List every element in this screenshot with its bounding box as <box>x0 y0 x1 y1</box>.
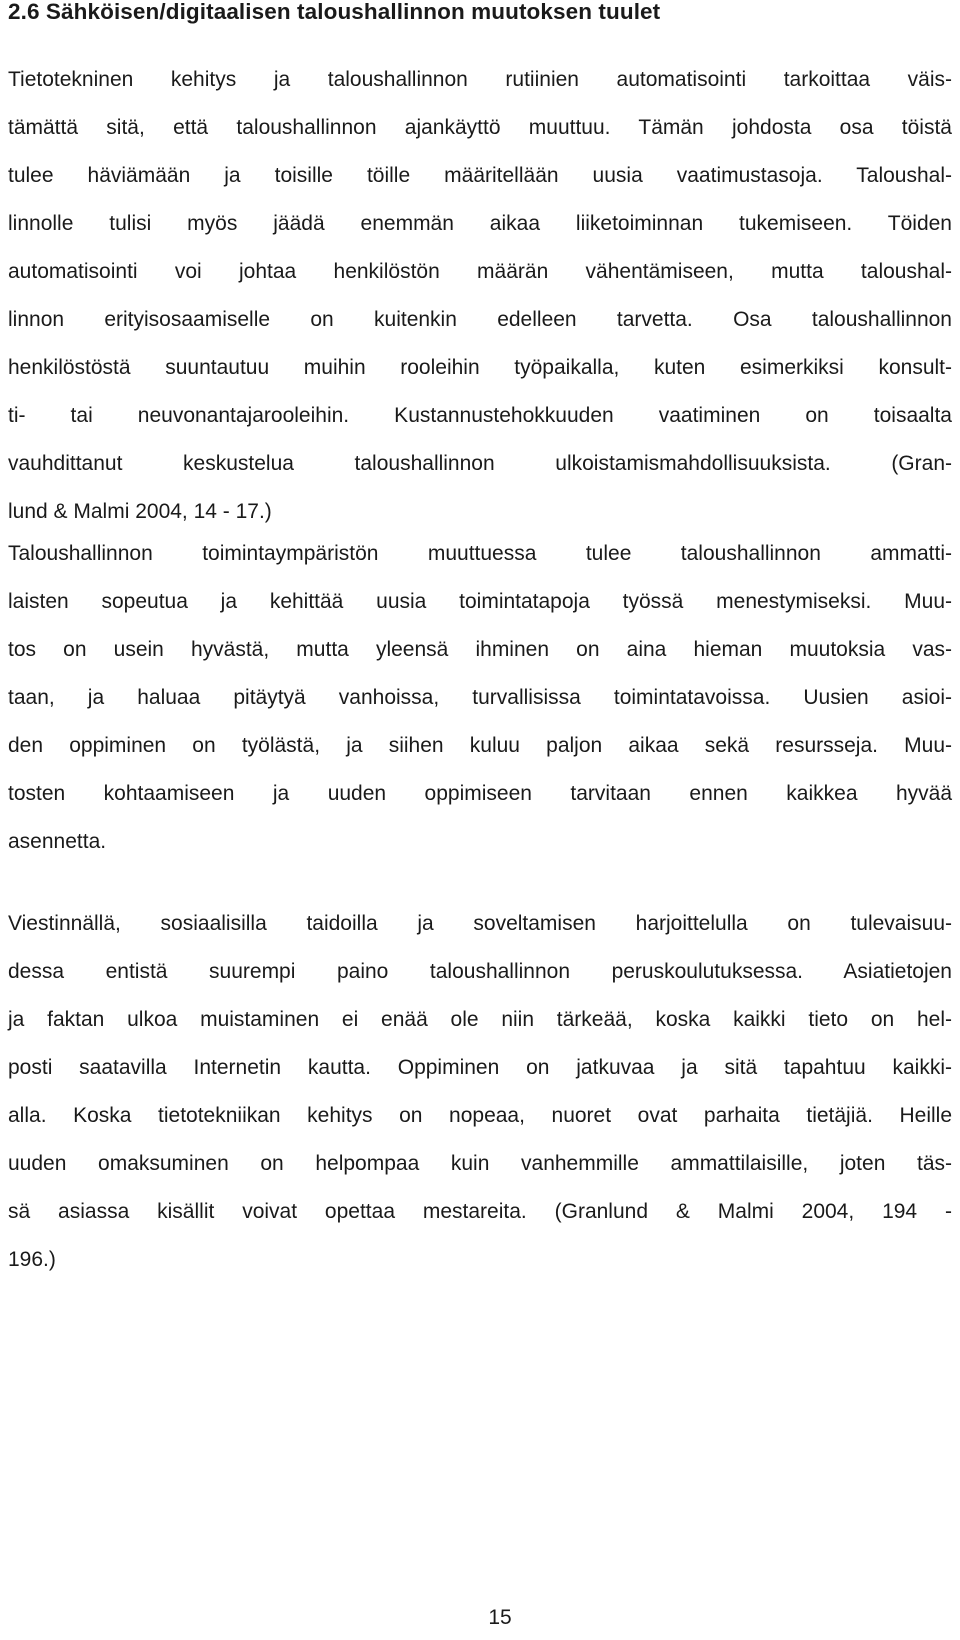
paragraph-3 <box>8 900 952 1284</box>
text-line: asennetta. <box>8 830 107 853</box>
text-line: posti saatavilla Internetin kautta. Oppiminen on jatkuvaa ja sitä tapahtuu kaikki- <box>8 1056 952 1079</box>
text-line: den oppiminen on työlästä, ja siihen kuluu paljon aikaa sekä resursseja. Muu- <box>8 734 952 757</box>
text-line: Taloushallinnon toimintaympäristön muuttuessa tulee taloushallinnon ammatti- <box>8 542 952 565</box>
section-heading: 2.6 Sähköisen/digitaalisen taloushallinnon muutoksen tuulet <box>8 0 661 24</box>
text-line: lund & Malmi 2004, 14 - 17.) <box>8 500 272 523</box>
text-line: henkilöstöstä suuntautuu muihin rooleihin työpaikalla, kuten esimerkiksi konsult- <box>8 356 952 379</box>
text-line: Tietotekninen kehitys ja taloushallinnon rutiinien automatisointi tarkoittaa väis- <box>8 68 952 91</box>
text-line: taan, ja haluaa pitäytyä vanhoissa, turvallisissa toimintatavoissa. Uusien asioi- <box>8 686 952 709</box>
text-line: vauhdittanut keskustelua taloushallinnon ulkoistamismahdollisuuksista. (Gran- <box>8 452 952 475</box>
text-line: automatisointi voi johtaa henkilöstön määrän vähentämiseen, mutta taloushal- <box>8 260 952 283</box>
text-line: tulee häviämään ja toisille töille määritellään uusia vaatimustasoja. Taloushal- <box>8 164 952 187</box>
text-line: laisten sopeutua ja kehittää uusia toimintatapoja työssä menestymiseksi. Muu- <box>8 590 952 613</box>
text-line: Viestinnällä, sosiaalisilla taidoilla ja soveltamisen harjoittelulla on tulevaisuu- <box>8 912 952 935</box>
text-line: tos on usein hyvästä, mutta yleensä ihminen on aina hieman muutoksia vas- <box>8 638 952 661</box>
text-line: ti- tai neuvonantajarooleihin. Kustannustehokkuuden vaatiminen on toisaalta <box>8 404 952 427</box>
text-line: ja faktan ulkoa muistaminen ei enää ole niin tärkeää, koska kaikki tieto on hel- <box>8 1008 952 1031</box>
text-line: linnolle tulisi myös jäädä enemmän aikaa liiketoiminnan tukemiseen. Töiden <box>8 212 952 235</box>
text-line: linnon erityisosaamiselle on kuitenkin edelleen tarvetta. Osa taloushallinnon <box>8 308 952 331</box>
text-line: dessa entistä suurempi paino taloushallinnon peruskoulutuksessa. Asiatietojen <box>8 960 952 983</box>
text-line: alla. Koska tietotekniikan kehitys on nopeaa, nuoret ovat parhaita tietäjiä. Heille <box>8 1104 952 1127</box>
text-line: 196.) <box>8 1248 56 1271</box>
paragraph-2 <box>8 530 952 866</box>
text-line: tämättä sitä, että taloushallinnon ajankäyttö muuttuu. Tämän johdosta osa töistä <box>8 116 952 139</box>
page-number: 15 <box>488 1606 512 1629</box>
text-line: sä asiassa kisällit voivat opettaa mestareita. (Granlund & Malmi 2004, 194 - <box>8 1200 952 1223</box>
text-line: tosten kohtaamiseen ja uuden oppimiseen tarvitaan ennen kaikkea hyvää <box>8 782 952 805</box>
text-line: uuden omaksuminen on helpompaa kuin vanhemmille ammattilaisille, joten täs- <box>8 1152 952 1175</box>
paragraph-1 <box>8 56 952 536</box>
